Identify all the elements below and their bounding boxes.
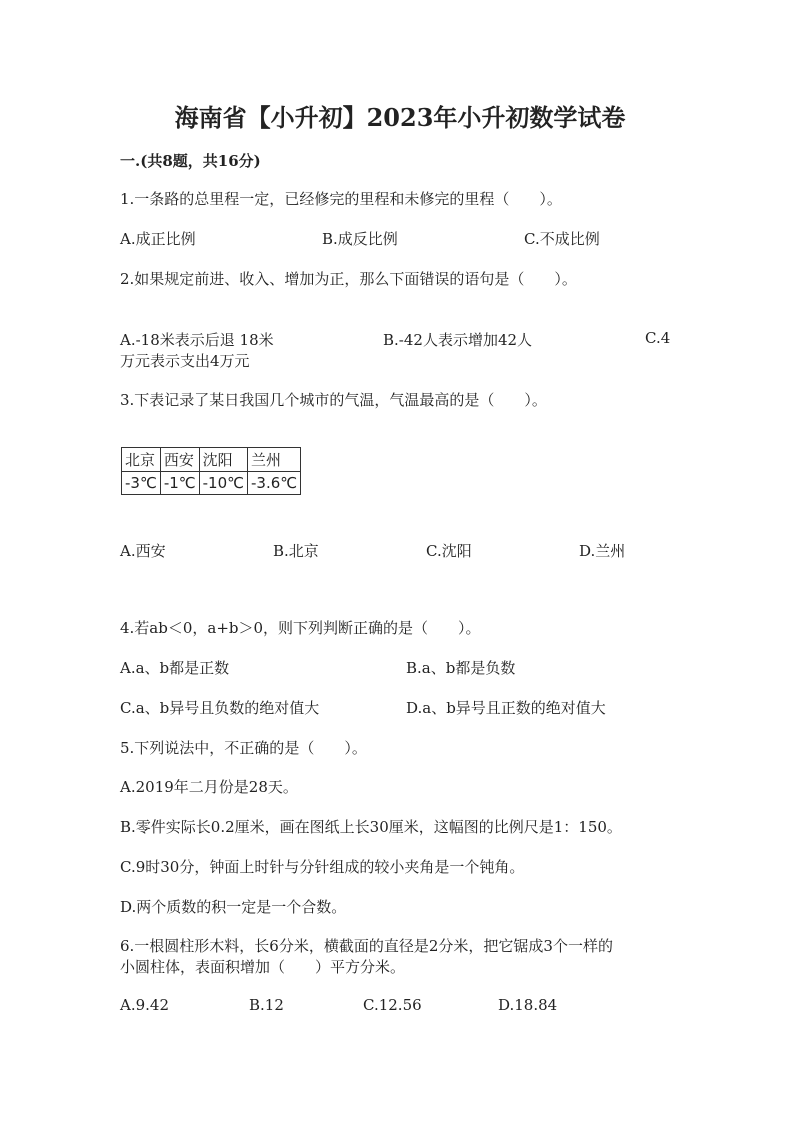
table-cell: 沈阳	[199, 448, 247, 472]
question-5-option-a: A.2019年二月份是28天。	[120, 778, 298, 796]
question-2-option-c-end: 万元表示支出4万元	[120, 352, 250, 370]
temperature-table	[121, 447, 301, 495]
question-6-option-d: D.18.84	[498, 996, 558, 1014]
table-cell: -3℃	[122, 472, 161, 495]
table-cell: 北京	[122, 448, 161, 472]
question-2-option-b: B.-42人表示增加42人	[383, 331, 533, 349]
question-6-option-c: C.12.56	[363, 996, 422, 1014]
question-5-stem: 5.下列说法中，不正确的是（ ）。	[120, 739, 367, 757]
table-cell: -10℃	[199, 472, 247, 495]
question-4-stem: 4.若ab＜0，a+b＞0，则下列判断正确的是（ ）。	[120, 619, 481, 637]
question-3-option-b: B.北京	[273, 542, 319, 560]
section-heading: 一.(共8题，共16分)	[120, 152, 261, 170]
question-6-option-a: A.9.42	[120, 996, 169, 1014]
question-2-option-c-start: C.4	[645, 329, 671, 347]
question-6-stem-line-2: 小圆柱体，表面积增加（ ）平方分米。	[120, 958, 406, 976]
question-4-option-d: D.a、b异号且正数的绝对值大	[406, 699, 606, 717]
question-4-option-c: C.a、b异号且负数的绝对值大	[120, 699, 320, 717]
question-5-option-c: C.9时30分，钟面上时针与分针组成的较小夹角是一个钝角。	[120, 858, 525, 876]
question-1-option-c: C.不成比例	[524, 230, 600, 248]
table-cell: 西安	[160, 448, 199, 472]
question-6-stem-line-1: 6.一根圆柱形木料，长6分米，横截面的直径是2分米，把它锯成3个一样的	[120, 937, 613, 955]
table-cell: 兰州	[247, 448, 300, 472]
question-1-option-b: B.成反比例	[322, 230, 398, 248]
question-3-stem: 3.下表记录了某日我国几个城市的气温，气温最高的是（ ）。	[120, 391, 547, 409]
question-2-option-a: A.-18米表示后退 18米	[120, 331, 274, 349]
question-5-option-d: D.两个质数的积一定是一个合数。	[120, 898, 347, 916]
question-5-option-b: B.零件实际长0.2厘米，画在图纸上长30厘米，这幅图的比例尺是1：150。	[120, 818, 622, 836]
question-3-option-a: A.西安	[120, 542, 166, 560]
question-4-option-b: B.a、b都是负数	[406, 659, 516, 677]
question-1-option-a: A.成正比例	[120, 230, 196, 248]
table-row-cities	[122, 448, 301, 472]
question-4-option-a: A.a、b都是正数	[120, 659, 230, 677]
question-6-option-b: B.12	[249, 996, 284, 1014]
table-cell: -3.6℃	[247, 472, 300, 495]
question-3-option-d: D.兰州	[579, 542, 626, 560]
question-2-stem: 2.如果规定前进、收入、增加为正，那么下面错误的语句是（ ）。	[120, 270, 577, 288]
question-1-stem: 1.一条路的总里程一定，已经修完的里程和未修完的里程（ ）。	[120, 190, 562, 208]
question-3-option-c: C.沈阳	[426, 542, 472, 560]
exam-title: 海南省【小升初】2023年小升初数学试卷	[174, 103, 626, 132]
table-cell: -1℃	[160, 472, 199, 495]
table-row-temps	[122, 472, 301, 495]
